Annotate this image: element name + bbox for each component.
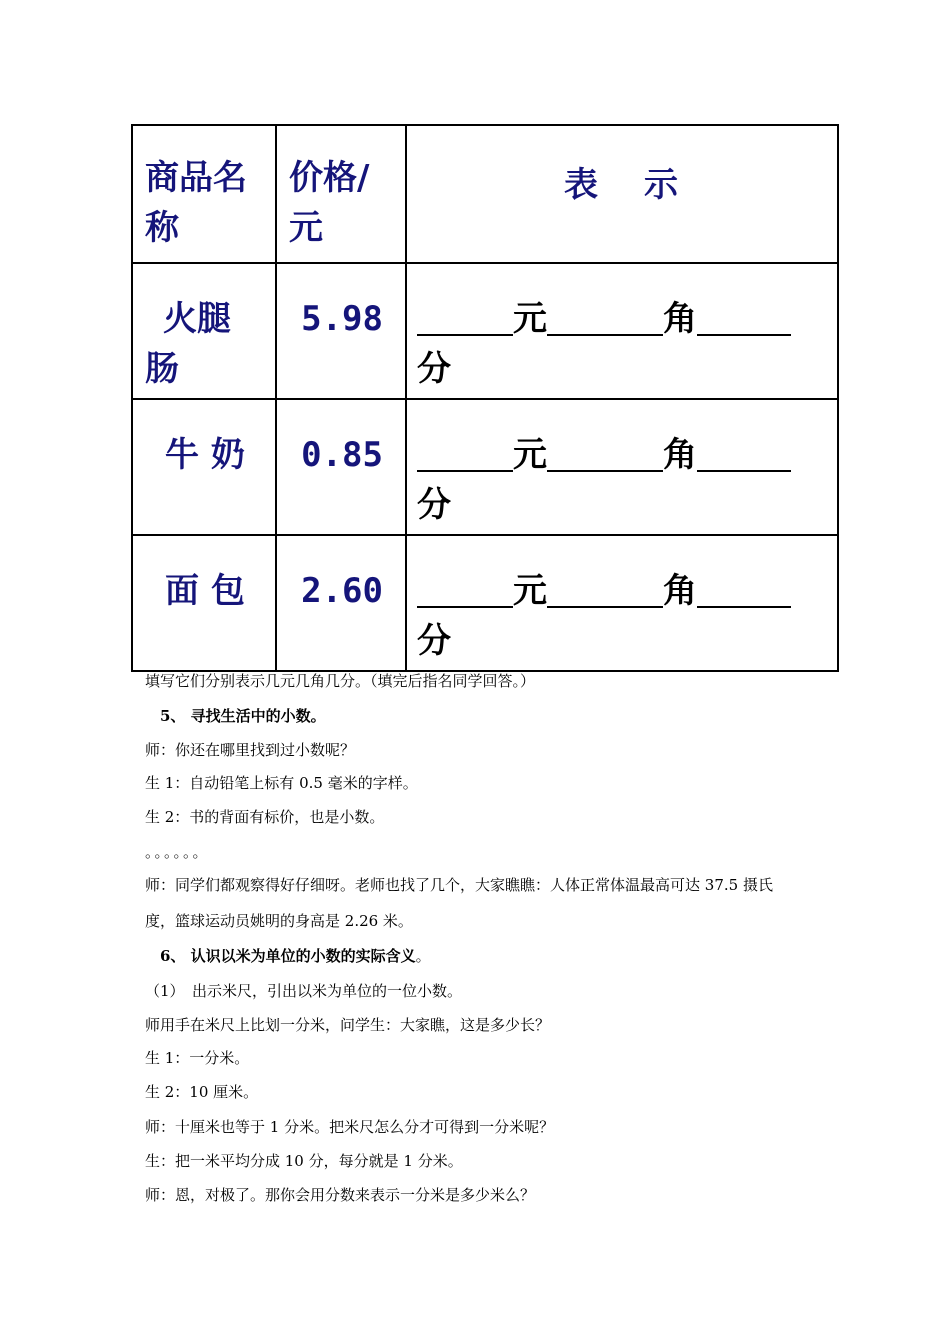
- yuan-blank[interactable]: [417, 296, 513, 336]
- table-row: [132, 263, 838, 399]
- item-price: 2.60: [301, 571, 383, 611]
- item-price: 5.98: [301, 299, 383, 339]
- section-heading-6: 6、 认识以米为单位的小数的实际含义。: [160, 947, 431, 965]
- item-price-cell: [276, 535, 406, 671]
- item-name: 火腿 肠: [145, 299, 231, 389]
- dialogue-line: 师：恩，对极了。那你会用分数来表示一分米是多少米么？: [145, 1186, 536, 1204]
- price-table: [131, 124, 839, 672]
- express-text: 元 角 分: [407, 536, 837, 666]
- dialogue-line: 生 2：书的背面有标价，也是小数。: [145, 808, 385, 826]
- fen-blank[interactable]: [697, 432, 791, 472]
- jiao-blank[interactable]: [547, 432, 663, 472]
- express-text: 元 角 分: [407, 264, 837, 394]
- item-name: 牛 奶: [165, 435, 245, 475]
- instruction-line: 填写它们分别表示几元几角几分。（填完后指名同学回答。）: [145, 672, 536, 690]
- item-price-cell: [276, 399, 406, 535]
- fen-blank[interactable]: [697, 296, 791, 336]
- ellipsis-line: 。。。。。。: [145, 843, 210, 861]
- table-row: [132, 399, 838, 535]
- dialogue-line: 生 2：10 厘米。: [145, 1083, 259, 1101]
- header-name: 商品名 称: [145, 158, 247, 248]
- item-name-cell: [132, 535, 276, 671]
- header-name-cell: [132, 125, 276, 263]
- header-show-cell: [406, 125, 838, 263]
- dialogue-line: 度，篮球运动员姚明的身高是 2.26 米。: [145, 912, 413, 930]
- sub-heading-line: （1） 出示米尺，引出以米为单位的一位小数。: [145, 982, 463, 1000]
- dialogue-line: 生 1：一分米。: [145, 1049, 250, 1067]
- item-name: 面 包: [165, 571, 245, 611]
- item-name-cell: [132, 399, 276, 535]
- jiao-blank[interactable]: [547, 296, 663, 336]
- header-price: 价格/ 元: [289, 158, 370, 248]
- dialogue-line: 师：同学们都观察得好仔细呀。老师也找了几个，大家瞧瞧：人体正常体温最高可达 37.5 摄氏: [145, 876, 773, 894]
- item-express-cell: [406, 263, 838, 399]
- dialogue-line: 师：你还在哪里找到过小数呢？: [145, 741, 356, 759]
- fen-blank[interactable]: [697, 568, 791, 608]
- dialogue-line: 师：十厘米也等于 1 分米。把米尺怎么分才可得到一分米呢？: [145, 1118, 555, 1136]
- item-express-cell: [406, 535, 838, 671]
- header-show: 表 示: [564, 165, 680, 205]
- dialogue-line: 生 1：自动铅笔上标有 0.5 毫米的字样。: [145, 774, 418, 792]
- table-header-row: [132, 125, 838, 263]
- section-heading-5: 5、 寻找生活中的小数。: [160, 707, 326, 725]
- dialogue-line: 师用手在米尺上比划一分米，问学生：大家瞧，这是多少长？: [145, 1016, 551, 1034]
- express-text: 元 角 分: [407, 400, 837, 530]
- item-price-cell: [276, 263, 406, 399]
- yuan-blank[interactable]: [417, 568, 513, 608]
- item-price: 0.85: [301, 435, 383, 475]
- item-name-cell: [132, 263, 276, 399]
- jiao-blank[interactable]: [547, 568, 663, 608]
- yuan-blank[interactable]: [417, 432, 513, 472]
- header-price-cell: [276, 125, 406, 263]
- item-express-cell: [406, 399, 838, 535]
- dialogue-line: 生：把一米平均分成 10 分，每分就是 1 分米。: [145, 1152, 463, 1170]
- table-row: [132, 535, 838, 671]
